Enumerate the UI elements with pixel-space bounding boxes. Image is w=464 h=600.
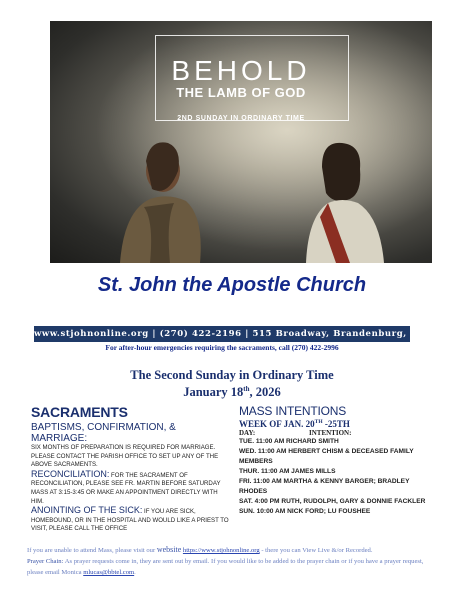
mass-line: WED. 11:00 AM HERBERT CHISM & DECEASED FAMILY MEMBERS — [239, 448, 414, 465]
baptisms-label: BAPTISMS, CONFIRMATION, & MARRIAGE: — [31, 422, 176, 444]
reconciliation-label: RECONCILIATION: — [31, 468, 110, 479]
anointing-text: IF YOU ARE SICK, HOMEBOUND, OR IN THE HOSPITAL AND WOULD LIKE A PRIEST TO VISIT, PLEASE CALL THE OFFICE — [31, 508, 229, 533]
emergency-notice: For after-hour emergencies requiring the sacraments, call (270) 422-2996 — [105, 343, 339, 352]
church-name: St. John the Apostle Church — [97, 274, 367, 296]
mass-line: SAT. 4:00 PM RUTH, RUDOLPH, GARY & DONNIE FACKLER — [239, 498, 426, 505]
mass-column-header: DAY: INTENTION: — [239, 429, 352, 437]
website-word: website — [156, 545, 182, 554]
mass-line: THUR. 11:00 AM JAMES MILLS — [239, 468, 336, 475]
hero-image — [50, 21, 432, 263]
reconciliation-paragraph — [31, 470, 231, 506]
mass-intentions-section — [239, 404, 439, 517]
prayer-chain-label: Prayer Chain: — [27, 558, 64, 565]
reconciliation-text: FOR THE SACRAMENT OF RECONCILIATION, PLEASE SEE FR. MARTIN BEFORE SATURDAY MASS AT 3:15-3:45 OR MAKE AN APPOINTMENT DIRECTLY WITH HIM. — [31, 471, 221, 505]
hero-subtitle: 2ND SUNDAY IN ORDINARY TIME — [177, 115, 305, 122]
sunday-title: The Second Sunday in Ordinary Time — [130, 368, 334, 382]
contact-info-bar: www.stjohnonline.org | (270) 422-2196 | 515 Broadway, Brandenburg, KY 40108 — [34, 326, 410, 342]
footer-notice: If you are unable to attend Mass, please visit our website https://www.stjohnonline.org - there you can View Live &/or Recorded. Prayer Chain: As prayer requests come in, they are sent out by email. If you would like to be added to the prayer chain or if you have a prayer request, please email Monica mlucas@bbtel.com. — [27, 545, 424, 576]
sunday-date: January 18th, 2026 — [183, 385, 281, 400]
mass-intentions-heading: MASS INTENTIONS — [239, 404, 347, 418]
email-link[interactable]: mlucas@bbtel.com — [83, 569, 135, 576]
sunday-heading — [0, 368, 464, 399]
mass-line: FRI. 11:00 AM MARTHA & KENNY BARGER; BRADLEY RHODES — [239, 478, 410, 495]
hero-title-line-2: THE LAMB OF GOD — [176, 85, 306, 100]
website-link[interactable]: https://www.stjohnonline.org — [182, 547, 260, 554]
baptisms-text: SIX MONTHS OF PREPARATION IS REQUIRED FOR MARRIAGE. PLEASE CONTACT THE PARISH OFFICE TO SET UP ANY OF THE ABOVE SACRAMENTS. — [31, 444, 219, 469]
sacraments-section — [31, 404, 231, 534]
anointing-paragraph — [31, 506, 231, 534]
hero-title: BEHOLD — [171, 55, 311, 86]
mass-line: SUN. 10:00 AM NICK FORD; LU FOUSHEE — [239, 508, 371, 515]
anointing-label: ANOINTING OF THE SICK: — [31, 505, 143, 516]
mass-week: WEEK OF JAN. 20TH -25TH — [239, 419, 350, 429]
sacraments-heading: SACRAMENTS — [31, 404, 128, 420]
mass-line: TUE. 11:00 AM RICHARD SMITH — [239, 438, 339, 445]
